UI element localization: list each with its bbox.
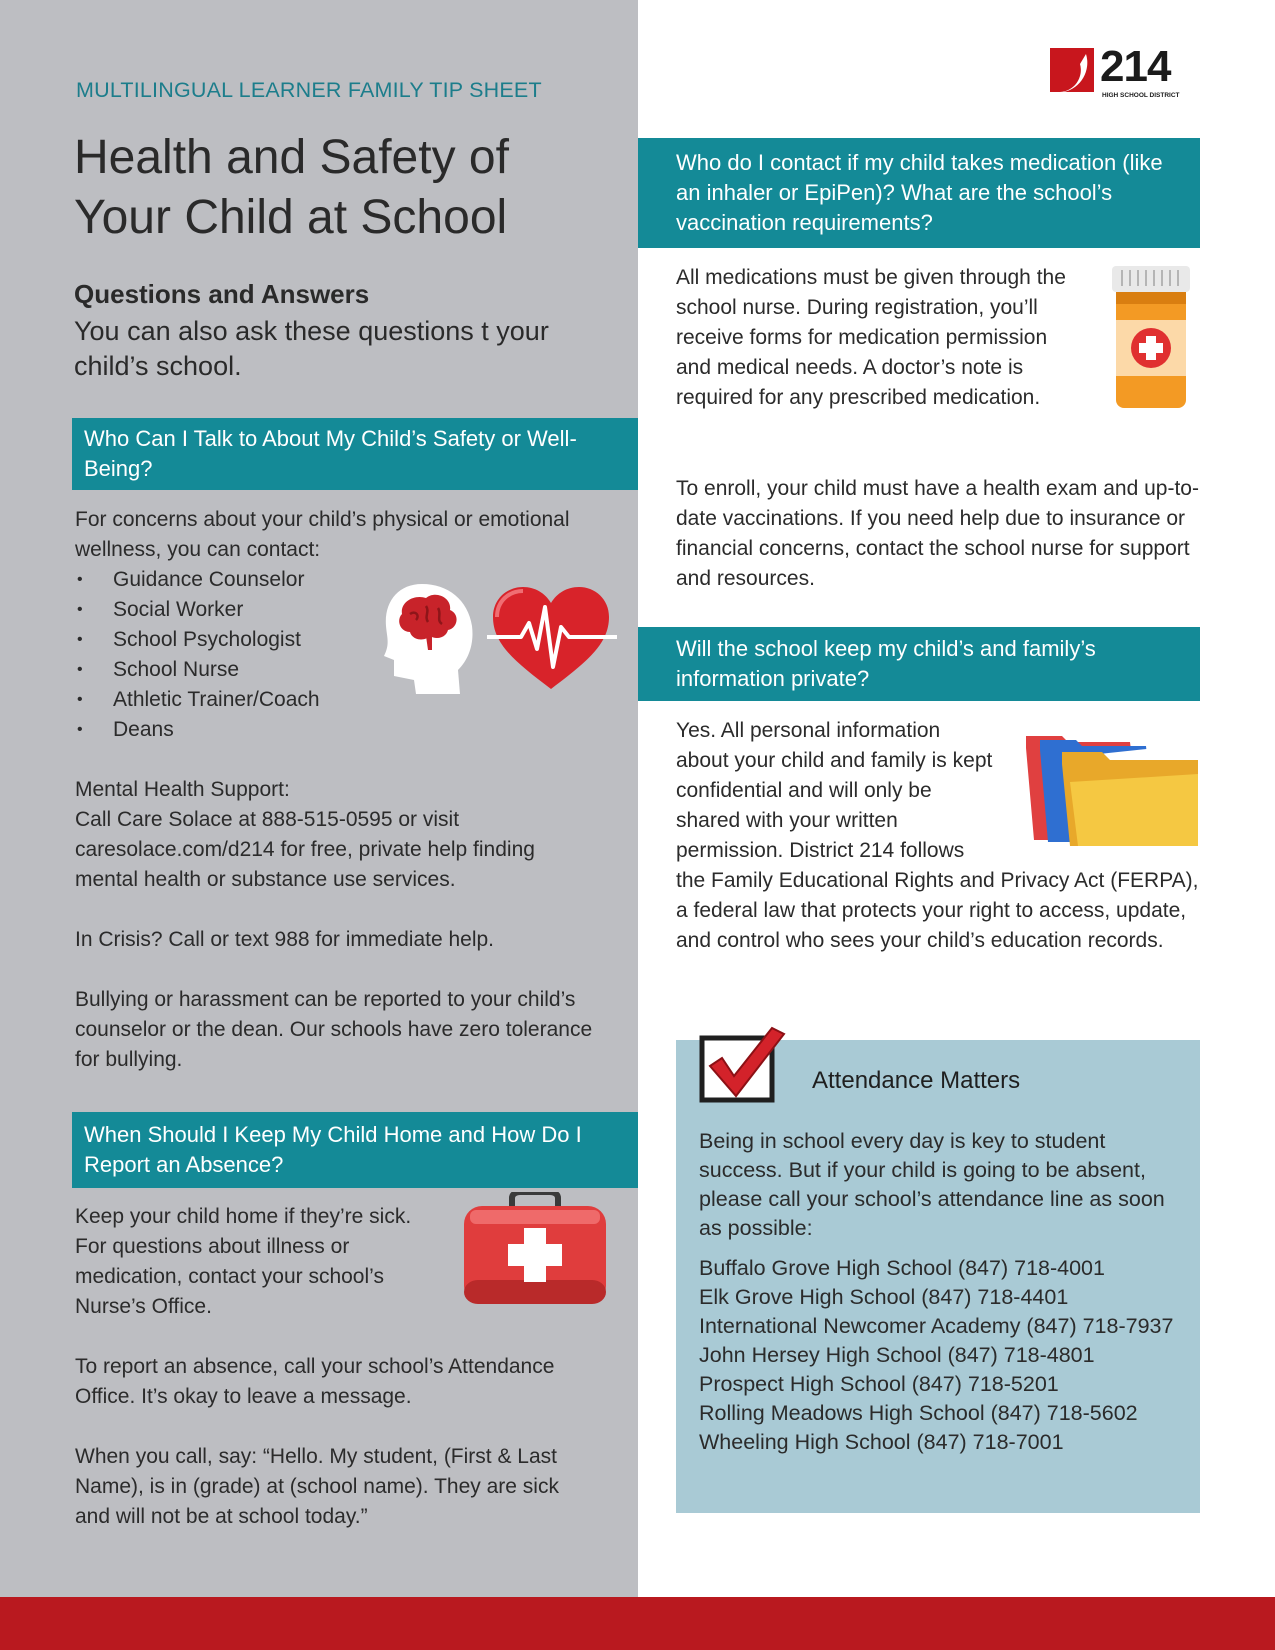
list-item: Rolling Meadows High School (847) 718-5602 — [699, 1401, 1138, 1425]
safety-intro: For concerns about your child’s physical or emotional wellness, you can contact: — [75, 508, 570, 561]
list-item: Buffalo Grove High School (847) 718-4001 — [699, 1256, 1105, 1280]
absence-section-heading: When Should I Keep My Child Home and How Do I Report an Absence? — [84, 1122, 582, 1177]
absence-report-text: To report an absence, call your school’s Attendance Office. It’s okay to leave a message. — [75, 1355, 555, 1408]
district-logo — [1050, 42, 1200, 102]
brain-head-icon — [380, 580, 476, 696]
medication-text: All medications must be given through the school nurse. During registration, you’ll receive forms for medication permission and medical needs. A doctor’s note is required for any prescribed medication. — [676, 266, 1066, 409]
list-item: • Deans — [75, 715, 595, 745]
list-item: John Hersey High School (847) 718-4801 — [699, 1343, 1095, 1367]
tip-sheet-kicker: MULTILINGUAL LEARNER FAMILY TIP SHEET — [76, 78, 542, 102]
attendance-school-list — [699, 1254, 1189, 1457]
absence-sick-text: Keep your child home if they’re sick. For questions about illness or medication, contact your school’s Nurse’s Office. — [75, 1205, 412, 1318]
safety-section-heading: Who Can I Talk to About My Child’s Safety or Well-Being? — [84, 426, 577, 481]
checkbox-checkmark-icon — [696, 1022, 788, 1106]
attendance-intro: Being in school every day is key to student success. But if your child is going to be absent, please call your school’s attendance line as soon as possible: — [699, 1129, 1165, 1240]
mental-health-text: Call Care Solace at 888-515-0595 or visit caresolace.com/d214 for free, private help finding mental health or substance use services. — [75, 808, 535, 891]
page-title-line-2: Your Child at School — [74, 191, 508, 244]
list-item: • School Nurse — [75, 655, 595, 685]
qa-subtext: You can also ask these questions t your child’s school. — [74, 316, 549, 381]
privacy-paragraph: Yes. All personal information about your child and family is kept confidential and will only be shared with your written permission. District 214 follows the Family Educational Rights and Privacy Act (FERPA), a federal law that protects your right to access, update, and control who sees your child’s education records. — [676, 719, 1199, 952]
bottom-red-bar — [0, 1597, 1275, 1650]
enroll-text: To enroll, your child must have a health exam and up-to-date vaccinations. If you need help due to insurance or financial concerns, contact the school nurse for support and resources. — [676, 477, 1199, 590]
medication-section-heading: Who do I contact if my child takes medication (like an inhaler or EpiPen)? What are the school’s vaccination requirements? — [676, 150, 1163, 235]
logo-subtitle: HIGH SCHOOL DISTRICT — [1102, 92, 1180, 99]
heartbeat-heart-icon — [487, 583, 617, 693]
absence-script-text: When you call, say: “Hello. My student, (First & Last Name), is in (grade) at (school name). They are sick and will not be at school today.” — [75, 1445, 559, 1528]
list-item: • Guidance Counselor — [75, 565, 595, 595]
privacy-section-banner — [638, 627, 1200, 701]
absence-section-banner — [72, 1112, 638, 1188]
crisis-text: In Crisis? Call or text 988 for immediate help. — [75, 928, 495, 951]
logo-mark-icon — [1050, 48, 1094, 92]
folders-icon — [1022, 730, 1202, 848]
page-title — [74, 128, 634, 248]
privacy-section-heading: Will the school keep my child’s and family’s information private? — [676, 636, 1096, 691]
page-title-line-1: Health and Safety of — [74, 131, 509, 184]
list-item: Elk Grove High School (847) 718-4401 — [699, 1285, 1069, 1309]
list-item: Prospect High School (847) 718-5201 — [699, 1372, 1059, 1396]
qa-heading: Questions and Answers — [74, 279, 370, 309]
attendance-heading: Attendance Matters — [812, 1067, 1021, 1094]
bullying-text: Bullying or harassment can be reported to your child’s counselor or the dean. Our schools have zero tolerance for bullying. — [75, 988, 593, 1071]
list-item: • Social Worker — [75, 595, 595, 625]
first-aid-kit-icon — [460, 1192, 610, 1308]
list-item: • School Psychologist — [75, 625, 595, 655]
medication-section-banner — [638, 138, 1200, 248]
list-item: International Newcomer Academy (847) 718-7937 — [699, 1314, 1174, 1338]
list-item: • Athletic Trainer/Coach — [75, 685, 595, 715]
mental-health-label: Mental Health Support: — [75, 778, 290, 801]
logo-number: 214 — [1100, 42, 1171, 91]
safety-section-banner — [72, 418, 638, 490]
pill-bottle-icon — [1108, 262, 1194, 412]
list-item: Wheeling High School (847) 718-7001 — [699, 1430, 1064, 1454]
